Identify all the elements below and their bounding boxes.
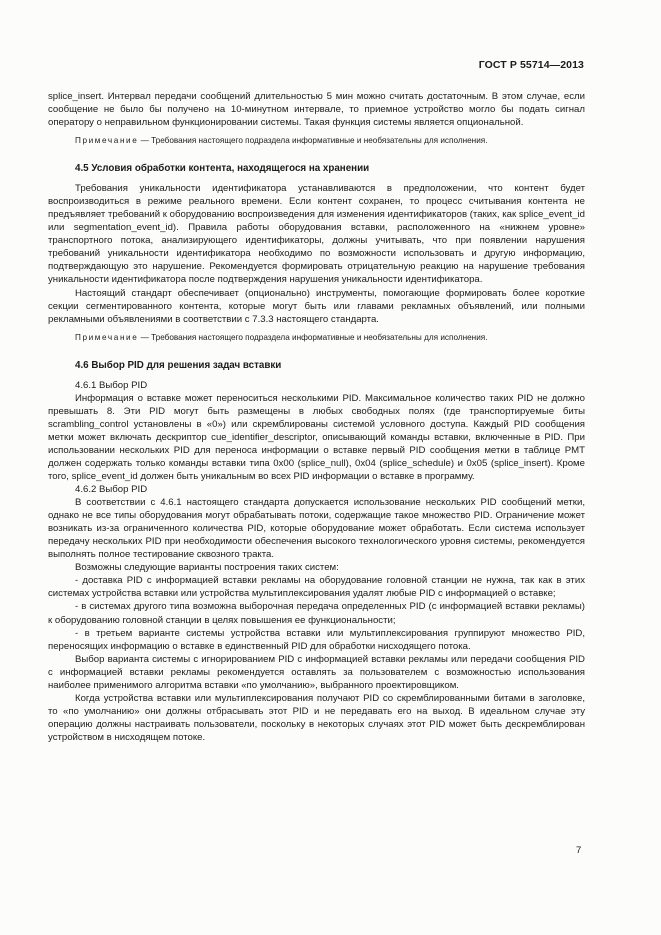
section-4-5-paragraph-1: Требования уникальности идентификатора устанавливаются в предположении, что контент будет воспроизводиться в режиме реального времени. Если контент сохранен, то процесс считывания контента не предъявляет требований к оборудованию воспроизведения для изменения идентификаторов (таких, как splice_event_id или segmentation_event_id). Правила работы оборудования вставки, расположенного на «нижнем уровне» транспортного потока, анализирующего идентификаторы, должны учитывать, что при появлении нарушения требований уникальности идентификатора необходимо по возможности использовать и другую информацию, подтверждающую это нарушение. Рекомендуется формировать отрицательную реакцию на нарушение требования уникальности идентификатора после подтверждения нарушения уникальности идентификатора.: [48, 183, 585, 286]
note-text: — Требования настоящего подраздела информативные и необязательны для исполнения.: [138, 332, 488, 342]
note-text: — Требования настоящего подраздела информативные и необязательны для исполнения.: [138, 136, 488, 146]
note-label: Примечание: [75, 136, 139, 146]
page-content: [48, 90, 585, 744]
section-4-5-heading: 4.5 Условия обработки контента, находящегося на хранении: [75, 163, 370, 175]
intro-paragraph: splice_insert. Интервал передачи сообщений длительностью 5 мин можно считать достаточным. В этом случае, если сообщение не было бы получено на 10-минутном интервале, то приемное устройство могло бы подать сигнал оператору о неправильном функционировании системы. Такая функция системы является опциональной.: [48, 91, 585, 129]
section-4-5-paragraph-2: Настоящий стандарт обеспечивает (опционально) инструменты, помогающие формировать более короткие секции сегментированного контента, которые могут быть или главами рекламных объявлений, или полными рекламными объявлениями в соответствии с 7.3.3 настоящего стандарта.: [48, 287, 585, 325]
page-number: 7: [576, 845, 582, 856]
list-item: - в третьем варианте системы устройства вставки или мультиплексирования группируют множество PID, переносящих информацию о вставке в единственный PID для обработки нисходящего потока.: [48, 627, 585, 652]
note-1: [48, 135, 585, 146]
note-label: Примечание: [75, 332, 139, 342]
section-4-6-heading: 4.6 Выбор PID для решения задач вставки: [75, 359, 282, 371]
list-item: - доставка PID с информацией вставки рекламы на оборудование головной станции не нужна, так как в этих системах устройства вставки или устройства мультиплексирования удалят любые PID с информацией о вставке;: [48, 575, 585, 600]
standard-code: ГОСТ Р 55714—2013: [478, 59, 584, 71]
subsection-4-6-2-paragraph-3: Выбор варианта системы с игнорированием PID с информацией вставки рекламы или передачи сообщения PID с информацией вставки рекламы рекомендуется оставлять за пользователем с возможностью использования наиболее применимого алгоритма вставки «по умолчанию», выбранного проектировщиком.: [48, 653, 585, 691]
note-2: [48, 332, 585, 343]
subsection-4-6-2-paragraph-1: В соответствии с 4.6.1 настоящего стандарта допускается использование нескольких PID сообщений метки, однако не все типы оборудования могут обрабатывать потоки, содержащие такое множество PID. Ограничение может возникать из-за ограниченного количества PID, которые оборудование может обработать. Если система использует передачу нескольких PID при необходимости обеспечения высокого технологического уровня системы, рекомендуется выполнять полное тестирование сквозного тракта.: [48, 497, 585, 561]
subsection-4-6-2-title: 4.6.2 Выбор PID: [75, 484, 148, 496]
subsection-4-6-1-title: 4.6.1 Выбор PID: [75, 379, 148, 391]
subsection-4-6-1-paragraph: Информация о вставке может переноситься несколькими PID. Максимальное количество таких PID не должно превышать 8. Эти PID могут быть размещены в любых свободных полях (где транспортируемые биты scrambling_control установлены в «0») или скремблированы системой условного доступа. Каждый PID сообщения метки может включать дескриптор cue_identifier_descriptor, описывающий команды вставки, включенные в PID. При использовании нескольких PID для переноса информации о вставке первый PID сообщения метки в таблице PMT должен содержать только команды вставки типа 0x00 (splice_null), 0x04 (splice_schedule) и 0x05 (splice_insert). Кроме того, splice_event_id должен быть уникальным во всех PID информации о вставке в программу.: [48, 392, 585, 482]
list-item: - в системах другого типа возможна выборочная передача определенных PID (с информацией вставки рекламы) к оборудованию головной станции в целях повышения ее функциональности;: [48, 601, 585, 626]
subsection-4-6-2-paragraph-2: Возможны следующие варианты построения таких систем:: [75, 562, 339, 574]
subsection-4-6-2-paragraph-4: Когда устройства вставки или мультиплексирования получают PID со скремблированными битами в заголовке, то «по умолчанию» они должны отбрасывать этот PID и не передавать его на выход. В идеальном случае эту операцию должны настраивать пользователи, поскольку в некоторых случаях этот PID может быть дескремблирован устройством в нисходящем потоке.: [48, 692, 585, 743]
